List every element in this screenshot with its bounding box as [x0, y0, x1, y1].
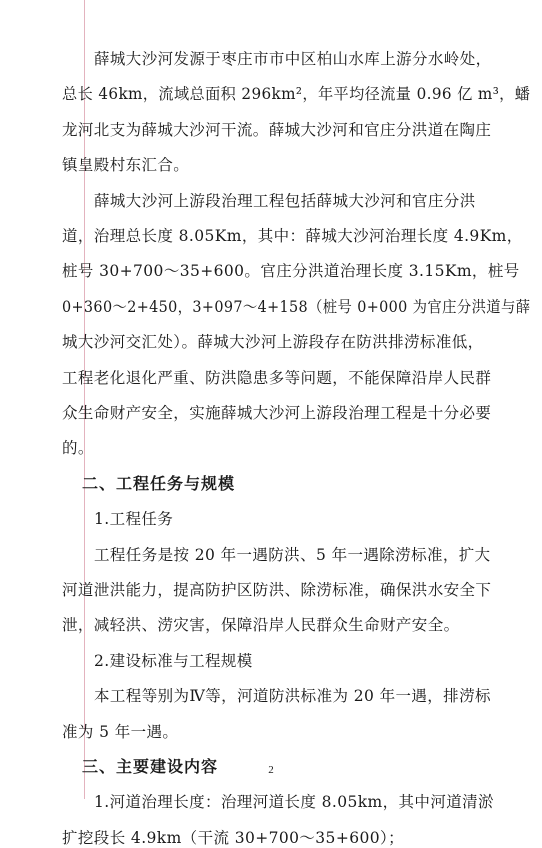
subsection-title: 1.工程任务	[94, 510, 174, 529]
page-number: 2	[268, 764, 274, 776]
text-line: 本工程等别为Ⅳ等，河道防洪标准为 20 年一遇，排涝标	[94, 687, 491, 706]
section-heading: 二、工程任务与规模	[82, 473, 236, 493]
text-line: 道，治理总长度 8.05Km，其中：薛城大沙河治理长度 4.9Km，	[62, 227, 523, 245]
text-line: 城大沙河交汇处）。薛城大沙河上游段存在防洪排涝标准低，	[62, 333, 484, 352]
text-line: 镇皇殿村东汇合。	[62, 156, 190, 175]
text-line: 扩挖段长 4.9km（干流 30+700～35+600）；	[62, 828, 405, 847]
text-line: 工程任务是按 20 年一遇防洪、5 年一遇除涝标准，扩大	[94, 545, 491, 564]
text-line: 工程老化退化严重、防洪隐患多等问题，不能保障沿岸人民群	[62, 368, 492, 387]
text-line: 龙河北支为薛城大沙河干流。薛城大沙河和官庄分洪道在陶庄	[62, 120, 492, 139]
text-line: 众生命财产安全，实施薛城大沙河上游段治理工程是十分必要	[62, 404, 492, 422]
text-line: 总长 46km，流域总面积 296km²，年平均径流量 0.96 亿 m³，蟠	[62, 85, 531, 104]
text-line: 桩号 30+700～35+600。官庄分洪道治理长度 3.15Km，桩号	[62, 262, 520, 281]
text-line: 薛城大沙河上游段治理工程包括薛城大沙河和官庄分洪	[94, 191, 476, 210]
text-line: 河道泄洪能力，提高防护区防洪、除涝标准，确保洪水安全下	[62, 581, 492, 599]
text-line: 1.河道治理长度：治理河道长度 8.05km，其中河道清淤	[94, 793, 494, 812]
text-line: 薛城大沙河发源于枣庄市市中区柏山水库上游分水岭处，	[94, 50, 492, 68]
text-line: 的。	[62, 439, 94, 458]
section-heading: 三、主要建设内容	[82, 757, 219, 776]
text-line: 0+360～2+450，3+097～4+158（桩号 0+000 为官庄分洪道与薛	[62, 297, 531, 316]
text-line: 准为 5 年一遇。	[62, 722, 179, 741]
text-line: 泄，减轻洪、涝灾害，保障沿岸人民群众生命财产安全。	[62, 616, 460, 635]
subsection-title: 2.建设标准与工程规模	[94, 651, 253, 670]
